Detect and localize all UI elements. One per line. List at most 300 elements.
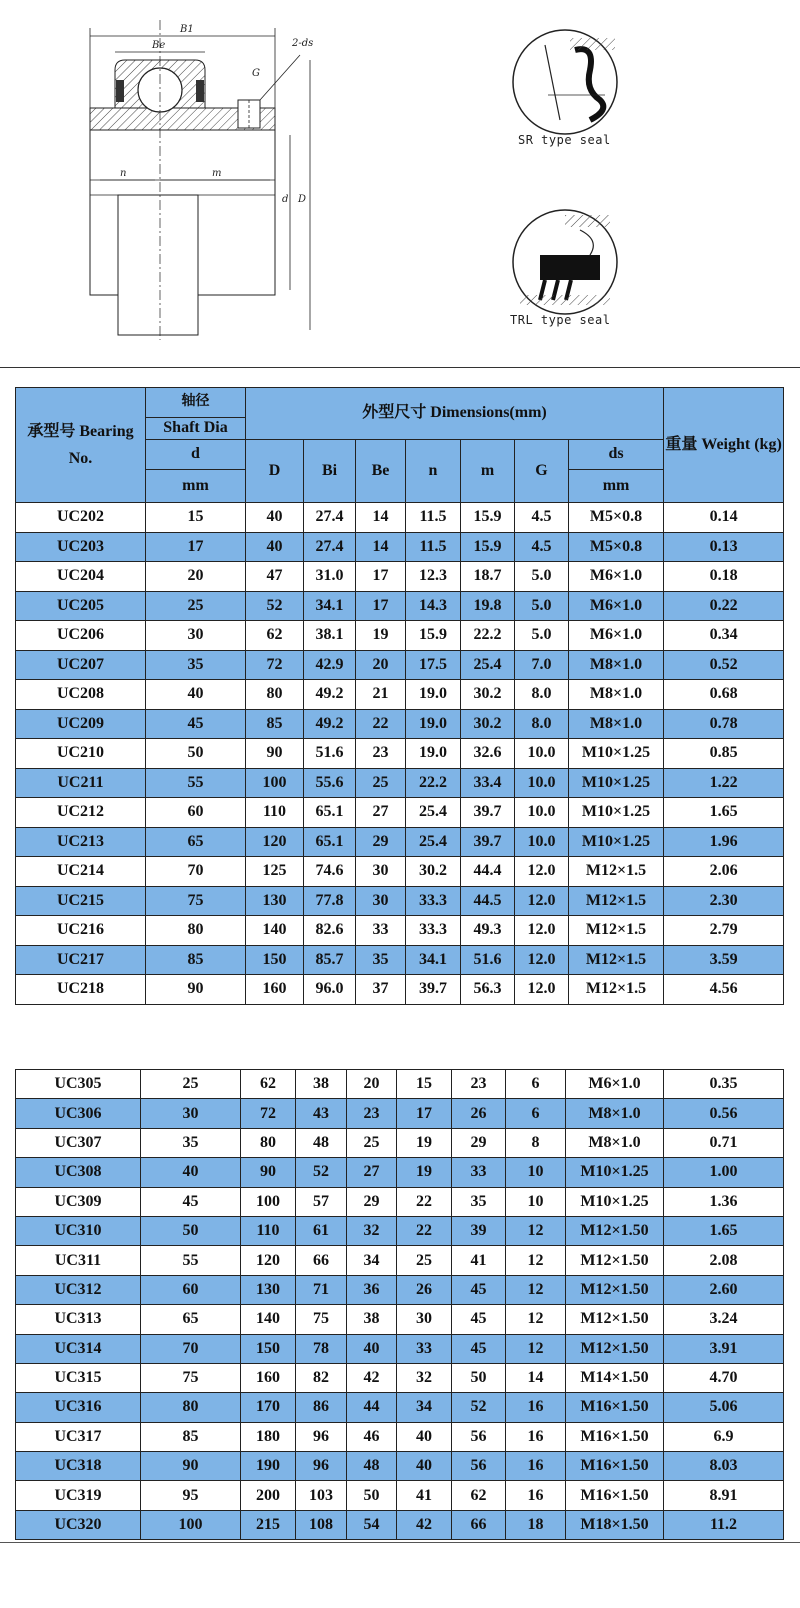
cell-shaft-d: 35 (146, 650, 246, 680)
cell-Be: 50 (347, 1481, 397, 1510)
cell-m: 15.9 (461, 503, 515, 533)
cell-n: 30 (397, 1305, 452, 1334)
uc200-row (16, 562, 784, 592)
cell-n: 40 (397, 1452, 452, 1481)
cell-Bi: 57 (296, 1187, 347, 1216)
label-n: n (120, 168, 127, 179)
cell-shaft-d: 90 (141, 1452, 241, 1481)
cell-shaft-d: 25 (141, 1070, 241, 1099)
cell-m: 50 (452, 1363, 506, 1392)
cell-model: UC320 (16, 1510, 141, 1539)
cell-G: 10.0 (515, 768, 569, 798)
uc300-row (16, 1216, 784, 1245)
cell-D: 72 (241, 1099, 296, 1128)
cell-Bi: 38 (296, 1070, 347, 1099)
cell-model: UC207 (16, 650, 146, 680)
cell-ds: M6×1.0 (569, 562, 664, 592)
cell-D: 120 (241, 1246, 296, 1275)
cell-shaft-d: 75 (141, 1363, 241, 1392)
cell-shaft-d: 35 (141, 1128, 241, 1157)
cell-weight: 0.68 (664, 680, 784, 710)
uc200-row (16, 886, 784, 916)
cell-D: 52 (246, 591, 304, 621)
cell-weight: 0.34 (664, 621, 784, 651)
uc300-row (16, 1510, 784, 1539)
cell-shaft-d: 15 (146, 503, 246, 533)
cell-G: 12 (506, 1334, 566, 1363)
bearing-cross-section-diagram (0, 0, 800, 380)
cell-Bi: 75 (296, 1305, 347, 1334)
uc300-row (16, 1305, 784, 1334)
cell-Be: 38 (347, 1305, 397, 1334)
cell-Be: 42 (347, 1363, 397, 1392)
cell-Be: 29 (347, 1187, 397, 1216)
cell-Be: 20 (347, 1070, 397, 1099)
cell-n: 22.2 (406, 768, 461, 798)
cell-shaft-d: 90 (146, 975, 246, 1005)
cell-Be: 46 (347, 1422, 397, 1451)
uc200-row (16, 827, 784, 857)
cell-G: 12.0 (515, 975, 569, 1005)
uc200-row (16, 680, 784, 710)
cell-weight: 1.00 (664, 1158, 784, 1187)
cell-D: 150 (241, 1334, 296, 1363)
section-divider (0, 367, 800, 368)
uc300-row (16, 1158, 784, 1187)
header-model-label: 承型号 Bearing No. (27, 422, 134, 467)
cell-model: UC213 (16, 827, 146, 857)
cell-m: 35 (452, 1187, 506, 1216)
cell-m: 39.7 (461, 798, 515, 828)
cell-n: 11.5 (406, 503, 461, 533)
cell-model: UC317 (16, 1422, 141, 1451)
cell-n: 19 (397, 1128, 452, 1157)
uc300-row (16, 1187, 784, 1216)
cell-G: 8.0 (515, 680, 569, 710)
cell-Be: 37 (356, 975, 406, 1005)
cell-n: 22 (397, 1216, 452, 1245)
cell-Be: 22 (356, 709, 406, 739)
cell-m: 30.2 (461, 709, 515, 739)
header-col-m: m (461, 440, 515, 503)
cell-D: 160 (246, 975, 304, 1005)
cell-Be: 14 (356, 532, 406, 562)
cell-weight: 0.35 (664, 1070, 784, 1099)
cell-G: 12.0 (515, 857, 569, 887)
cell-ds: M12×1.50 (566, 1305, 664, 1334)
cell-G: 6 (506, 1099, 566, 1128)
cell-ds: M8×1.0 (566, 1099, 664, 1128)
header-model (16, 388, 146, 503)
cell-Bi: 48 (296, 1128, 347, 1157)
cell-model: UC307 (16, 1128, 141, 1157)
cell-model: UC202 (16, 503, 146, 533)
cell-Bi: 27.4 (304, 532, 356, 562)
cell-n: 25 (397, 1246, 452, 1275)
cell-G: 10.0 (515, 827, 569, 857)
cell-shaft-d: 30 (146, 621, 246, 651)
uc200-row (16, 621, 784, 651)
cell-weight: 0.14 (664, 503, 784, 533)
cell-G: 4.5 (515, 532, 569, 562)
cell-model: UC310 (16, 1216, 141, 1245)
cell-weight: 0.71 (664, 1128, 784, 1157)
cell-Bi: 55.6 (304, 768, 356, 798)
cell-m: 23 (452, 1070, 506, 1099)
cell-shaft-d: 85 (141, 1422, 241, 1451)
cell-model: UC218 (16, 975, 146, 1005)
cell-Be: 30 (356, 857, 406, 887)
bearing-diagram-area (0, 0, 800, 380)
cell-model: UC306 (16, 1099, 141, 1128)
cell-D: 100 (246, 768, 304, 798)
cell-weight: 2.79 (664, 916, 784, 946)
cell-model: UC208 (16, 680, 146, 710)
cell-Bi: 74.6 (304, 857, 356, 887)
cell-G: 12.0 (515, 916, 569, 946)
cell-Bi: 61 (296, 1216, 347, 1245)
uc200-row (16, 591, 784, 621)
cell-weight: 1.36 (664, 1187, 784, 1216)
cell-weight: 8.91 (664, 1481, 784, 1510)
cell-shaft-d: 95 (141, 1481, 241, 1510)
cell-Be: 30 (356, 886, 406, 916)
cell-shaft-d: 60 (146, 798, 246, 828)
cell-weight: 6.9 (664, 1422, 784, 1451)
header-col-G: G (515, 440, 569, 503)
cell-ds: M8×1.0 (569, 709, 664, 739)
cell-model: UC206 (16, 621, 146, 651)
cell-D: 120 (246, 827, 304, 857)
header-shaft-zh: 轴径 (146, 388, 246, 418)
cell-n: 25.4 (406, 827, 461, 857)
cell-G: 12 (506, 1275, 566, 1304)
label-d: d (282, 194, 289, 205)
cell-D: 110 (246, 798, 304, 828)
cell-n: 40 (397, 1422, 452, 1451)
cell-m: 39.7 (461, 827, 515, 857)
cell-D: 90 (246, 739, 304, 769)
cell-Bi: 77.8 (304, 886, 356, 916)
uc200-row (16, 768, 784, 798)
cell-m: 22.2 (461, 621, 515, 651)
cell-n: 17.5 (406, 650, 461, 680)
cell-Be: 32 (347, 1216, 397, 1245)
cell-Be: 14 (356, 503, 406, 533)
cell-G: 4.5 (515, 503, 569, 533)
trl-seal-caption: TRL type seal (510, 313, 611, 327)
cell-Be: 48 (347, 1452, 397, 1481)
cell-G: 10.0 (515, 739, 569, 769)
cell-model: UC212 (16, 798, 146, 828)
uc300-row (16, 1275, 784, 1304)
cell-shaft-d: 50 (141, 1216, 241, 1245)
cell-model: UC309 (16, 1187, 141, 1216)
cell-Bi: 78 (296, 1334, 347, 1363)
cell-model: UC311 (16, 1246, 141, 1275)
uc200-row (16, 857, 784, 887)
cell-D: 40 (246, 532, 304, 562)
header-ds-unit: mm (569, 470, 664, 503)
uc200-row (16, 709, 784, 739)
cell-ds: M16×1.50 (566, 1393, 664, 1422)
cell-model: UC215 (16, 886, 146, 916)
cell-ds: M16×1.50 (566, 1452, 664, 1481)
cell-D: 62 (241, 1070, 296, 1099)
cell-n: 42 (397, 1510, 452, 1539)
cell-Be: 25 (347, 1128, 397, 1157)
cell-ds: M10×1.25 (566, 1187, 664, 1216)
cell-weight: 2.08 (664, 1246, 784, 1275)
cell-model: UC216 (16, 916, 146, 946)
label-b1: B1 (180, 24, 194, 35)
cell-n: 25.4 (406, 798, 461, 828)
cell-m: 33.4 (461, 768, 515, 798)
cell-m: 18.7 (461, 562, 515, 592)
cell-weight: 3.24 (664, 1305, 784, 1334)
cell-ds: M6×1.0 (566, 1070, 664, 1099)
cell-m: 52 (452, 1393, 506, 1422)
cell-m: 62 (452, 1481, 506, 1510)
cell-shaft-d: 80 (146, 916, 246, 946)
cell-Bi: 96.0 (304, 975, 356, 1005)
cell-m: 45 (452, 1275, 506, 1304)
cell-Bi: 43 (296, 1099, 347, 1128)
cell-m: 30.2 (461, 680, 515, 710)
uc200-row (16, 503, 784, 533)
header-weight-label: 重量 Weight (kg) (665, 435, 782, 453)
cell-G: 16 (506, 1481, 566, 1510)
cell-m: 19.8 (461, 591, 515, 621)
cell-Bi: 65.1 (304, 798, 356, 828)
cell-model: UC214 (16, 857, 146, 887)
cell-Bi: 96 (296, 1422, 347, 1451)
cell-model: UC204 (16, 562, 146, 592)
cell-m: 25.4 (461, 650, 515, 680)
cell-ds: M6×1.0 (569, 621, 664, 651)
uc300-row (16, 1393, 784, 1422)
cell-weight: 0.52 (664, 650, 784, 680)
cell-Be: 23 (356, 739, 406, 769)
cell-Bi: 65.1 (304, 827, 356, 857)
cell-Be: 21 (356, 680, 406, 710)
cell-G: 18 (506, 1510, 566, 1539)
cell-shaft-d: 65 (146, 827, 246, 857)
cell-ds: M10×1.25 (566, 1158, 664, 1187)
cell-G: 5.0 (515, 621, 569, 651)
uc300-row (16, 1363, 784, 1392)
cell-D: 180 (241, 1422, 296, 1451)
cell-G: 10.0 (515, 798, 569, 828)
cell-shaft-d: 65 (141, 1305, 241, 1334)
uc200-row (16, 945, 784, 975)
cell-D: 90 (241, 1158, 296, 1187)
header-col-D: D (246, 440, 304, 503)
cell-Bi: 82.6 (304, 916, 356, 946)
cell-Be: 17 (356, 591, 406, 621)
cell-D: 200 (241, 1481, 296, 1510)
cell-weight: 0.56 (664, 1099, 784, 1128)
cell-model: UC210 (16, 739, 146, 769)
cell-weight: 11.2 (664, 1510, 784, 1539)
cell-m: 45 (452, 1334, 506, 1363)
cell-n: 12.3 (406, 562, 461, 592)
cell-m: 32.6 (461, 739, 515, 769)
cell-m: 49.3 (461, 916, 515, 946)
cell-ds: M12×1.5 (569, 886, 664, 916)
cell-Be: 40 (347, 1334, 397, 1363)
cell-m: 66 (452, 1510, 506, 1539)
cell-Bi: 38.1 (304, 621, 356, 651)
cell-m: 44.5 (461, 886, 515, 916)
cell-model: UC316 (16, 1393, 141, 1422)
uc300-row (16, 1070, 784, 1099)
cell-D: 140 (246, 916, 304, 946)
cell-ds: M5×0.8 (569, 532, 664, 562)
cell-n: 14.3 (406, 591, 461, 621)
uc200-table-body (16, 503, 784, 1005)
cell-n: 15.9 (406, 621, 461, 651)
cell-model: UC314 (16, 1334, 141, 1363)
cell-D: 80 (246, 680, 304, 710)
header-dimensions: 外型尺寸 Dimensions(mm) (246, 388, 664, 440)
cell-Be: 36 (347, 1275, 397, 1304)
cell-Be: 25 (356, 768, 406, 798)
cell-weight: 5.06 (664, 1393, 784, 1422)
cell-Bi: 85.7 (304, 945, 356, 975)
cell-D: 130 (246, 886, 304, 916)
cell-m: 44.4 (461, 857, 515, 887)
cell-D: 47 (246, 562, 304, 592)
cell-n: 33 (397, 1334, 452, 1363)
header-weight (664, 388, 784, 503)
cell-n: 17 (397, 1099, 452, 1128)
cell-n: 19.0 (406, 739, 461, 769)
cell-shaft-d: 70 (141, 1334, 241, 1363)
cell-ds: M5×0.8 (569, 503, 664, 533)
cell-ds: M8×1.0 (569, 680, 664, 710)
cell-weight: 0.78 (664, 709, 784, 739)
cell-Bi: 51.6 (304, 739, 356, 769)
cell-weight: 2.30 (664, 886, 784, 916)
cell-G: 10 (506, 1158, 566, 1187)
cell-shaft-d: 100 (141, 1510, 241, 1539)
cell-m: 41 (452, 1246, 506, 1275)
cell-m: 26 (452, 1099, 506, 1128)
cell-n: 34 (397, 1393, 452, 1422)
cell-shaft-d: 30 (141, 1099, 241, 1128)
cell-n: 34.1 (406, 945, 461, 975)
cell-model: UC315 (16, 1363, 141, 1392)
cell-ds: M12×1.50 (566, 1275, 664, 1304)
cell-Be: 34 (347, 1246, 397, 1275)
cell-ds: M10×1.25 (569, 827, 664, 857)
cell-n: 15 (397, 1070, 452, 1099)
cell-Bi: 86 (296, 1393, 347, 1422)
cell-n: 26 (397, 1275, 452, 1304)
cell-weight: 1.65 (664, 798, 784, 828)
cell-n: 30.2 (406, 857, 461, 887)
uc300-row (16, 1334, 784, 1363)
cell-model: UC319 (16, 1481, 141, 1510)
uc200-row (16, 798, 784, 828)
cell-shaft-d: 25 (146, 591, 246, 621)
cell-D: 85 (246, 709, 304, 739)
cell-D: 140 (241, 1305, 296, 1334)
cell-D: 100 (241, 1187, 296, 1216)
cell-n: 33.3 (406, 916, 461, 946)
cell-shaft-d: 45 (141, 1187, 241, 1216)
cell-Be: 44 (347, 1393, 397, 1422)
cell-shaft-d: 40 (146, 680, 246, 710)
cell-n: 32 (397, 1363, 452, 1392)
cell-Bi: 34.1 (304, 591, 356, 621)
cell-G: 12.0 (515, 945, 569, 975)
cell-ds: M12×1.50 (566, 1334, 664, 1363)
cell-m: 56.3 (461, 975, 515, 1005)
cell-m: 29 (452, 1128, 506, 1157)
cell-Be: 19 (356, 621, 406, 651)
cell-weight: 8.03 (664, 1452, 784, 1481)
cell-Be: 29 (356, 827, 406, 857)
cell-G: 8 (506, 1128, 566, 1157)
cell-ds: M10×1.25 (569, 798, 664, 828)
cell-Bi: 66 (296, 1246, 347, 1275)
cell-D: 110 (241, 1216, 296, 1245)
header-shaft-en: Shaft Dia (146, 418, 246, 440)
cell-weight: 3.91 (664, 1334, 784, 1363)
cell-weight: 1.65 (664, 1216, 784, 1245)
cell-m: 51.6 (461, 945, 515, 975)
cell-ds: M10×1.25 (569, 739, 664, 769)
cell-D: 40 (246, 503, 304, 533)
cell-model: UC217 (16, 945, 146, 975)
uc200-row (16, 975, 784, 1005)
uc300-row (16, 1128, 784, 1157)
cell-ds: M12×1.5 (569, 975, 664, 1005)
cell-Be: 27 (356, 798, 406, 828)
uc300-table-body (16, 1070, 784, 1540)
uc300-row (16, 1481, 784, 1510)
cell-shaft-d: 55 (141, 1246, 241, 1275)
cell-ds: M12×1.50 (566, 1216, 664, 1245)
cell-Bi: 42.9 (304, 650, 356, 680)
cell-D: 160 (241, 1363, 296, 1392)
cell-G: 14 (506, 1363, 566, 1392)
label-m: m (212, 168, 222, 179)
header-col-Be: Be (356, 440, 406, 503)
cell-ds: M8×1.0 (566, 1128, 664, 1157)
cell-weight: 2.06 (664, 857, 784, 887)
cell-D: 62 (246, 621, 304, 651)
cell-weight: 3.59 (664, 945, 784, 975)
cell-D: 190 (241, 1452, 296, 1481)
cell-ds: M6×1.0 (569, 591, 664, 621)
cell-weight: 1.96 (664, 827, 784, 857)
cell-shaft-d: 50 (146, 739, 246, 769)
cell-model: UC305 (16, 1070, 141, 1099)
cell-n: 39.7 (406, 975, 461, 1005)
cell-m: 39 (452, 1216, 506, 1245)
cell-n: 11.5 (406, 532, 461, 562)
header-col-Bi: Bi (304, 440, 356, 503)
cell-Bi: 108 (296, 1510, 347, 1539)
cell-m: 15.9 (461, 532, 515, 562)
cell-model: UC203 (16, 532, 146, 562)
cell-ds: M12×1.50 (566, 1246, 664, 1275)
cell-ds: M12×1.5 (569, 857, 664, 887)
cell-D: 170 (241, 1393, 296, 1422)
